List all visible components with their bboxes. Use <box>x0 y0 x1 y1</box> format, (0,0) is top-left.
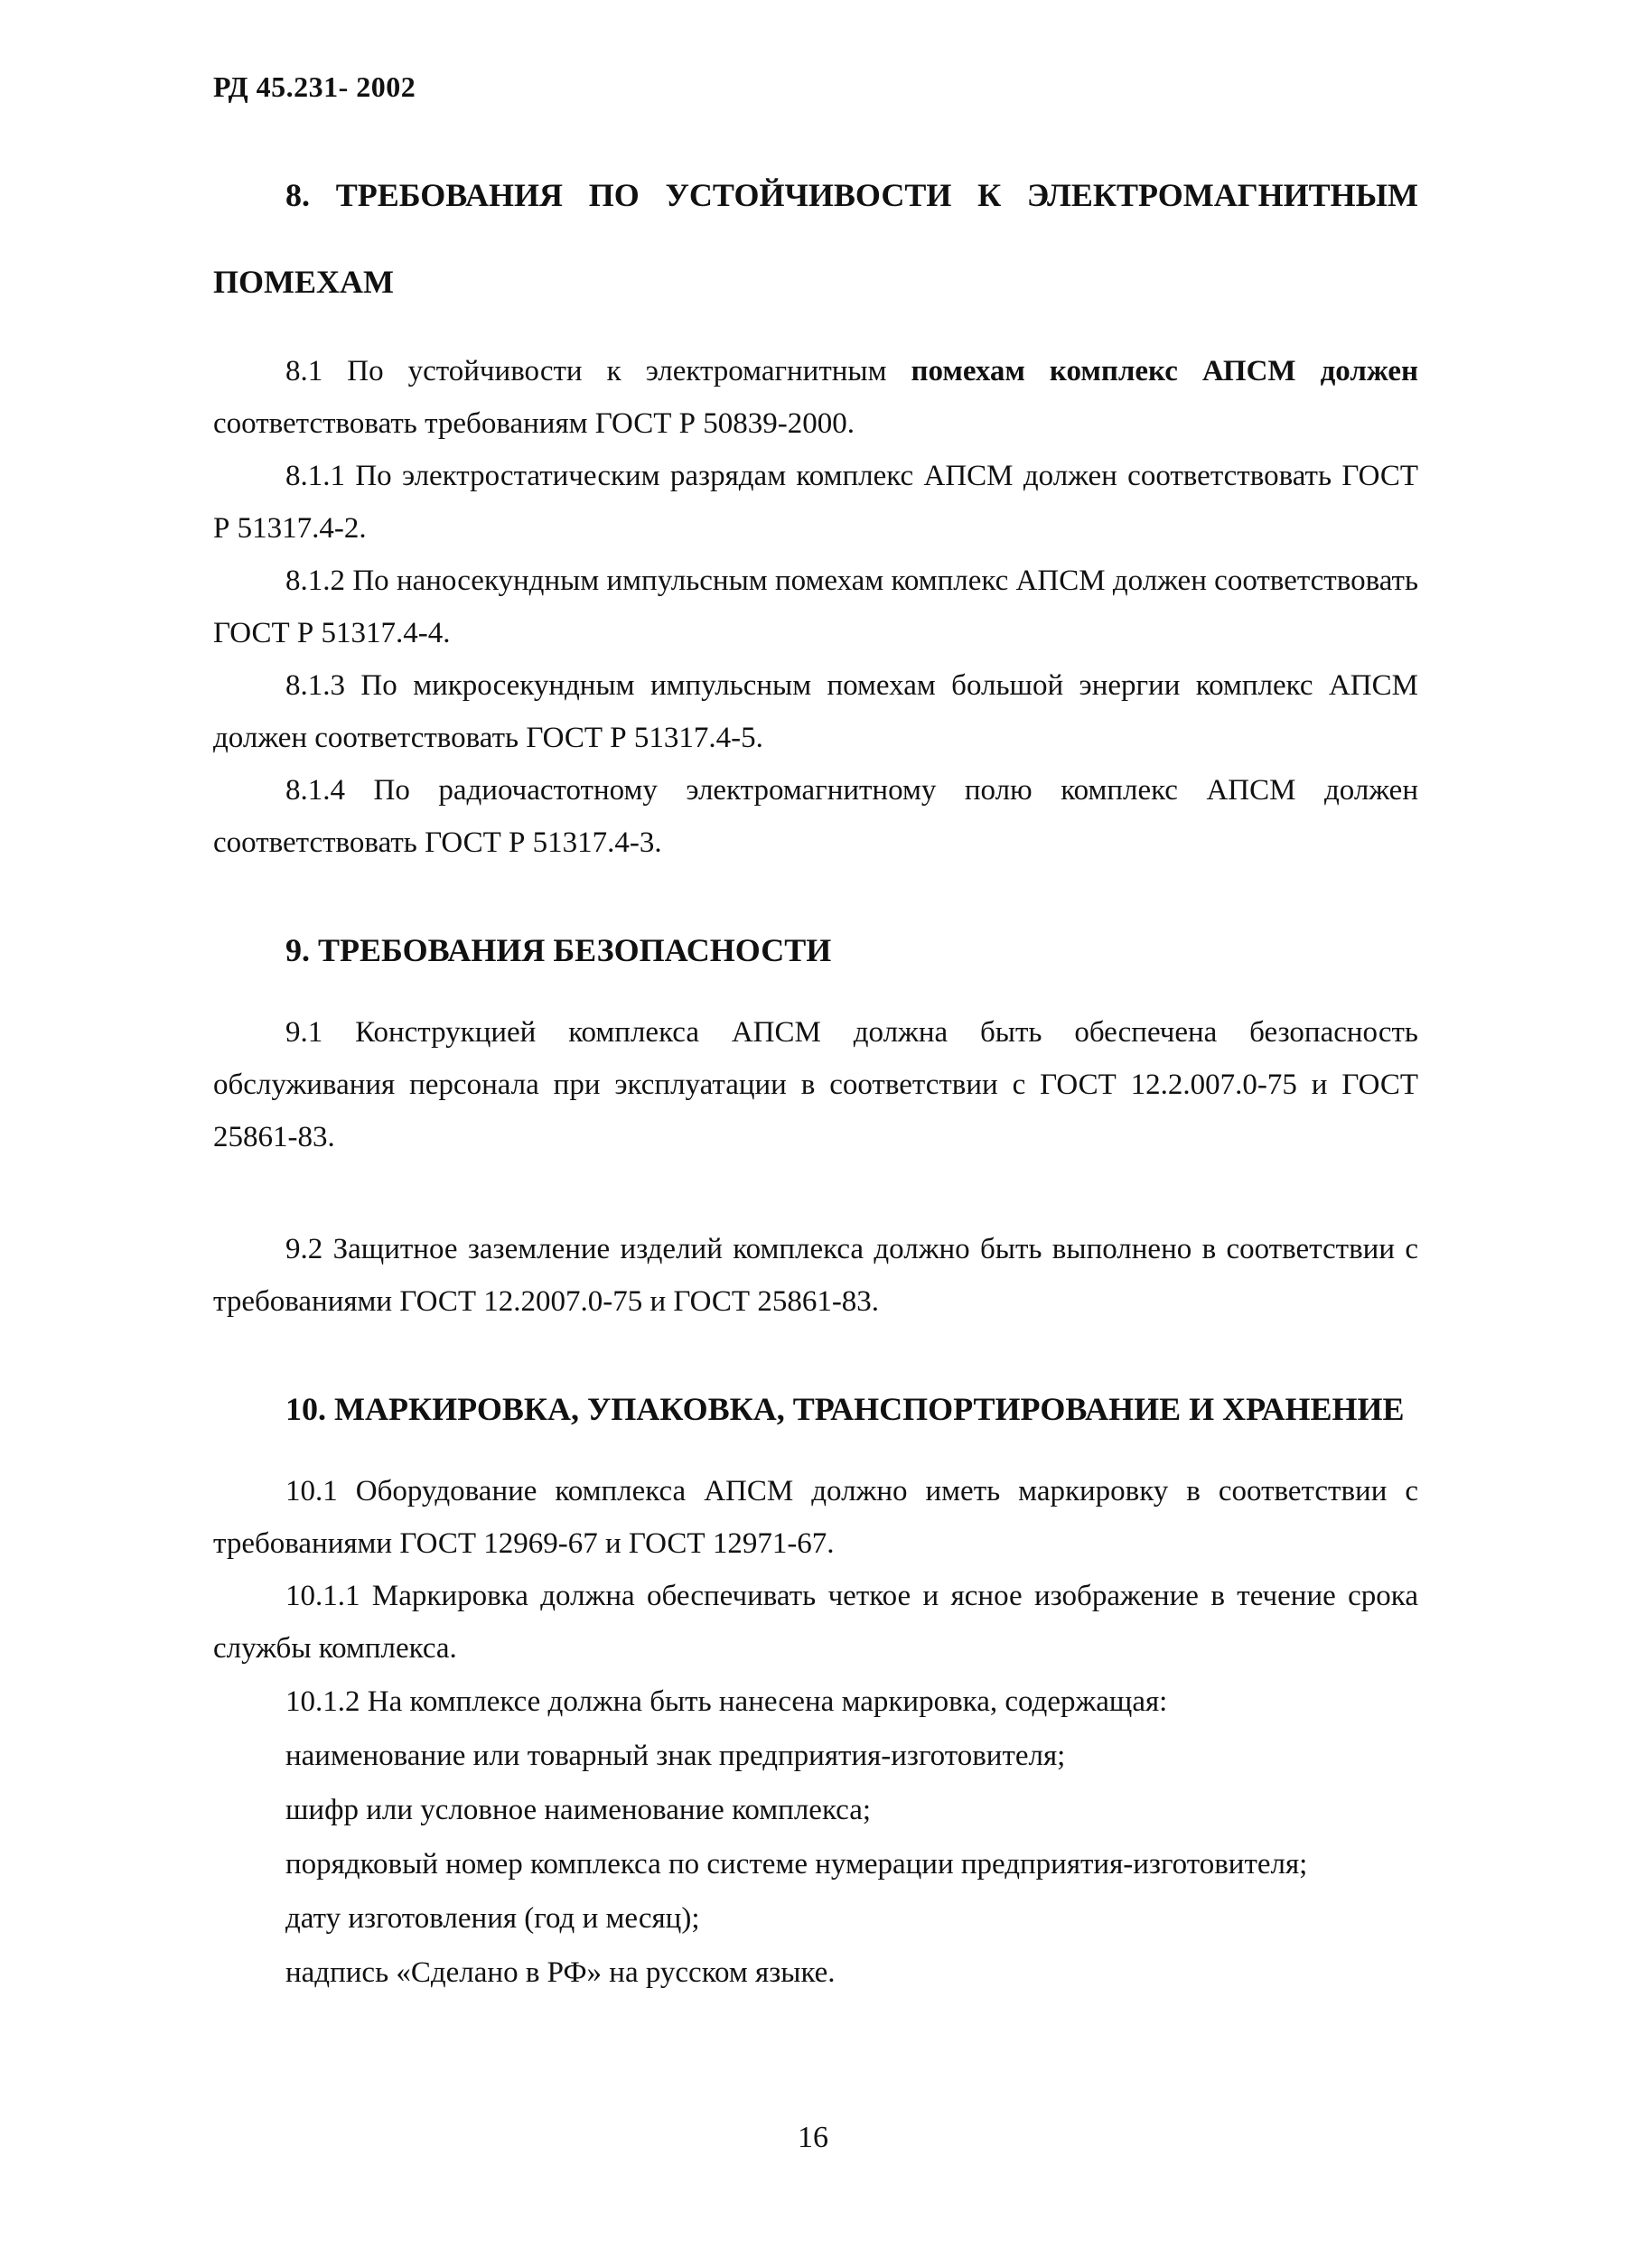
list-item: наименование или товарный знак предприятия-изготовителя; <box>285 1740 1066 1772</box>
list-item: шифр или условное наименование комплекса; <box>285 1794 872 1826</box>
page-number: 16 <box>798 2121 828 2154</box>
paragraph-8-1-2: 8.1.2 По наносекундным импульсным помехам комплекс АПСМ должен соответствовать ГОСТ Р 51317.4-4. <box>213 565 1418 649</box>
paragraph-8-1-end: соответствовать требованиям ГОСТ Р 50839-2000. <box>213 407 855 440</box>
paragraph-10-1: 10.1 Оборудование комплекса АПСМ должно иметь маркировку в соответствии с требованиями ГОСТ 12969-67 и ГОСТ 12971-67. <box>213 1475 1418 1560</box>
paragraph-8-1-bold: помехам комплекс АПСМ должен <box>911 355 1419 387</box>
paragraph-8-1-4: 8.1.4 По радиочастотному электромагнитному полю комплекс АПСМ должен соответствовать ГОСТ Р 51317.4-3. <box>213 774 1418 859</box>
paragraph-9-1: 9.1 Конструкцией комплекса АПСМ должна быть обеспечена безопасность обслуживания персонала при эксплуатации в соответствии с ГОСТ 12.2.007.0-75 и ГОСТ 25861-83. <box>213 1016 1418 1153</box>
paragraph-8-1-1: 8.1.1 По электростатическим разрядам комплекс АПСМ должен соответствовать ГОСТ Р 51317.4-2. <box>213 460 1418 545</box>
paragraph-10-1-2: 10.1.2 На комплексе должна быть нанесена маркировка, содержащая: <box>285 1685 1168 1718</box>
paragraph-9-2: 9.2 Защитное заземление изделий комплекса должно быть выполнено в соответствии с требованиями ГОСТ 12.2007.0-75 и ГОСТ 25861-83. <box>213 1233 1418 1318</box>
list-item: дату изготовления (год и месяц); <box>285 1902 700 1935</box>
paragraph-8-1-start: 8.1 По устойчивости к электромагнитным <box>285 355 911 387</box>
list-item: надпись «Сделано в РФ» на русском языке. <box>285 1956 836 1989</box>
document-body <box>213 152 1418 2000</box>
paragraph-8-1-3: 8.1.3 По микросекундным импульсным помехам большой энергии комплекс АПСМ должен соответствовать ГОСТ Р 51317.4-5. <box>213 669 1418 754</box>
document-code: РД 45.231- 2002 <box>213 70 416 103</box>
section-10-heading: 10. МАРКИРОВКА, УПАКОВКА, ТРАНСПОРТИРОВАНИЕ И ХРАНЕНИЕ <box>285 1391 1405 1427</box>
paragraph-10-1-1: 10.1.1 Маркировка должна обеспечивать четкое и ясное изображение в течение срока службы комплекса. <box>213 1580 1418 1665</box>
paragraph-8-1 <box>213 345 1418 450</box>
section-8-heading: 8. ТРЕБОВАНИЯ ПО УСТОЙЧИВОСТИ К ЭЛЕКТРОМАГНИТНЫМ ПОМЕХАМ <box>213 177 1418 300</box>
section-9-heading: 9. ТРЕБОВАНИЯ БЕЗОПАСНОСТИ <box>285 932 832 968</box>
list-item: порядковый номер комплекса по системе нумерации предприятия-изготовителя; <box>285 1848 1308 1881</box>
